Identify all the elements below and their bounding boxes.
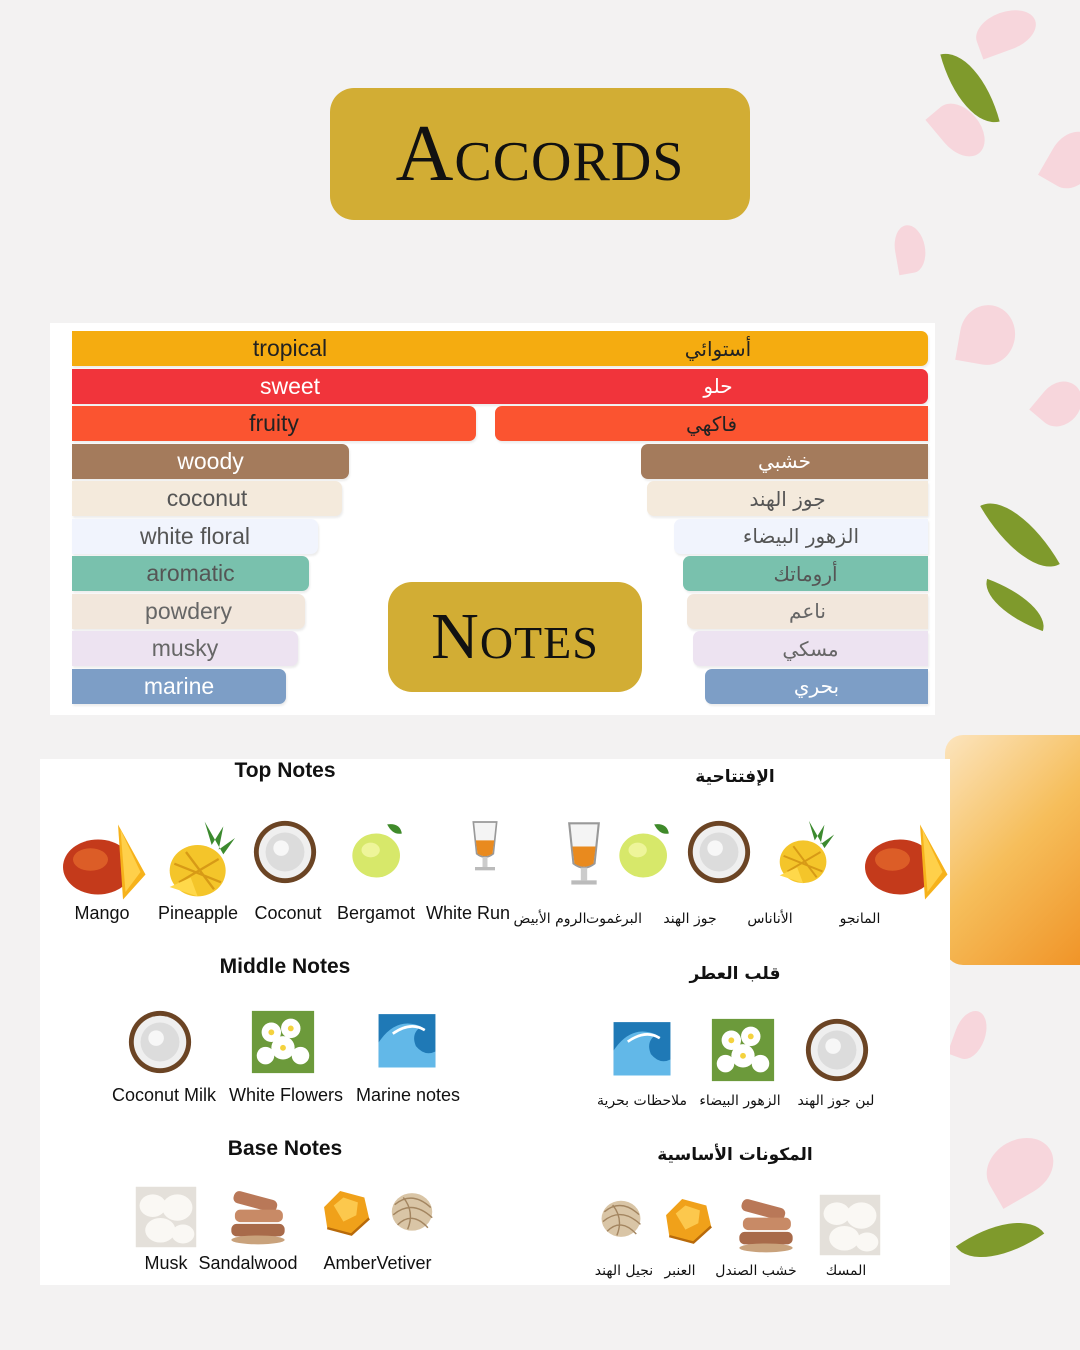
notes-panel [40, 759, 950, 1285]
musk-icon [816, 1191, 884, 1259]
accord-bar-ar-powdery: ناعم [687, 594, 928, 629]
accord-label-en: sweet [259, 372, 321, 399]
accord-bar-woody: woody [72, 444, 349, 479]
vetiver-icon [596, 1191, 646, 1241]
note-label: White Flowers [228, 1085, 344, 1105]
accord-label-ar: حلو [703, 374, 733, 398]
note-label: جوز الهند [663, 911, 717, 927]
pineapple-icon [158, 817, 242, 901]
amber-icon [658, 1191, 716, 1249]
bergamot-icon [345, 817, 411, 883]
accord-bar-ar-fruity: فاكهي [495, 406, 928, 441]
note-label: Bergamot [336, 903, 416, 923]
note-label: خشب الصندل [715, 1263, 797, 1279]
perfume-bottle-decoration [945, 735, 1080, 965]
wave-icon [610, 1015, 674, 1079]
petal-decoration [1038, 123, 1080, 197]
petal-decoration [947, 1006, 992, 1063]
accord-bar-marine: marine [72, 669, 286, 704]
musk-icon [132, 1183, 200, 1251]
accord-bar-ar-aromatic: أروماتك [683, 556, 928, 591]
coconut-icon [250, 817, 320, 887]
wave-icon [375, 1007, 439, 1071]
note-label: Musk [144, 1253, 188, 1273]
accord-bar-ar-marine: بحري [705, 669, 928, 704]
note-label: Coconut Milk [111, 1085, 217, 1105]
note-label: Mango [74, 903, 130, 923]
petal-decoration [891, 223, 929, 275]
note-label: البرغموت [586, 911, 642, 927]
top-notes-title: Top Notes [234, 759, 336, 782]
petal-decoration [970, 3, 1041, 60]
note-label: Marine notes [355, 1085, 461, 1105]
note-label: ملاحظات بحرية [597, 1093, 687, 1109]
accord-bar-powdery: powdery [72, 594, 305, 629]
accord-bar-coconut: coconut [72, 481, 342, 516]
accord-bar-ar-white-floral: الزهور البيضاء [674, 519, 928, 554]
rum-glass-icon [455, 817, 515, 877]
note-label: المسك [825, 1263, 867, 1279]
petal-decoration [955, 301, 1020, 370]
accord-bar-aromatic: aromatic [72, 556, 309, 591]
accord-bar-sweet [72, 369, 928, 404]
middle-notes-title-ar: قلب العطر [689, 964, 781, 984]
sandalwood-icon [734, 1191, 798, 1255]
accord-bar-musky: musky [72, 631, 298, 666]
petal-decoration [976, 1126, 1064, 1209]
bergamot-icon [612, 817, 678, 883]
coconut-icon [125, 1007, 195, 1077]
coconut-icon [802, 1015, 872, 1085]
rum-glass-icon [546, 817, 622, 893]
notes-title: Notes [388, 582, 642, 692]
coconut-icon [684, 817, 754, 887]
note-label: Vetiver [376, 1253, 432, 1273]
pineapple-icon [770, 817, 840, 887]
mango-icon [58, 817, 148, 907]
white-flowers-icon [708, 1015, 778, 1085]
accords-title: Accords [330, 88, 750, 220]
leaf-decoration [956, 1201, 1044, 1280]
accord-bar-fruity: fruity [72, 406, 476, 441]
sandalwood-icon [226, 1183, 290, 1247]
accord-bar-ar-woody: خشبي [641, 444, 928, 479]
note-label: لبن جوز الهند [797, 1093, 875, 1109]
base-notes-title-ar: المكونات الأساسية [657, 1145, 813, 1165]
petal-decoration [1029, 373, 1080, 435]
top-notes-title-ar: الإفتتاحية [695, 767, 775, 787]
middle-notes-title: Middle Notes [219, 955, 351, 978]
note-label: نجيل الهند [594, 1263, 654, 1279]
accord-label-en: tropical [252, 335, 328, 361]
note-label: Pineapple [157, 903, 239, 923]
mango-icon [860, 817, 950, 907]
note-label: الروم الأبيض [513, 911, 587, 927]
accord-bar-ar-musky: مسكي [693, 631, 928, 666]
base-notes-title: Base Notes [227, 1137, 343, 1160]
note-label: الأناناس [747, 911, 793, 927]
note-label: الزهور البيضاء [699, 1093, 781, 1109]
white-flowers-icon [248, 1007, 318, 1077]
vetiver-icon [386, 1183, 438, 1235]
note-label: White Run [425, 903, 511, 923]
note-label: Amber [323, 1253, 377, 1273]
accord-bar-ar-coconut: جوز الهند [647, 481, 928, 516]
amber-icon [316, 1183, 374, 1241]
note-label: Coconut [254, 903, 322, 923]
accord-bar-white-floral: white floral [72, 519, 318, 554]
leaf-decoration [977, 579, 1053, 631]
note-label: المانجو [839, 911, 881, 927]
accord-bar-tropical [72, 331, 928, 366]
accord-label-ar: أستوائي [684, 336, 752, 361]
note-label: العنبر [664, 1263, 696, 1279]
leaf-decoration [980, 486, 1060, 584]
note-label: Sandalwood [198, 1253, 298, 1273]
